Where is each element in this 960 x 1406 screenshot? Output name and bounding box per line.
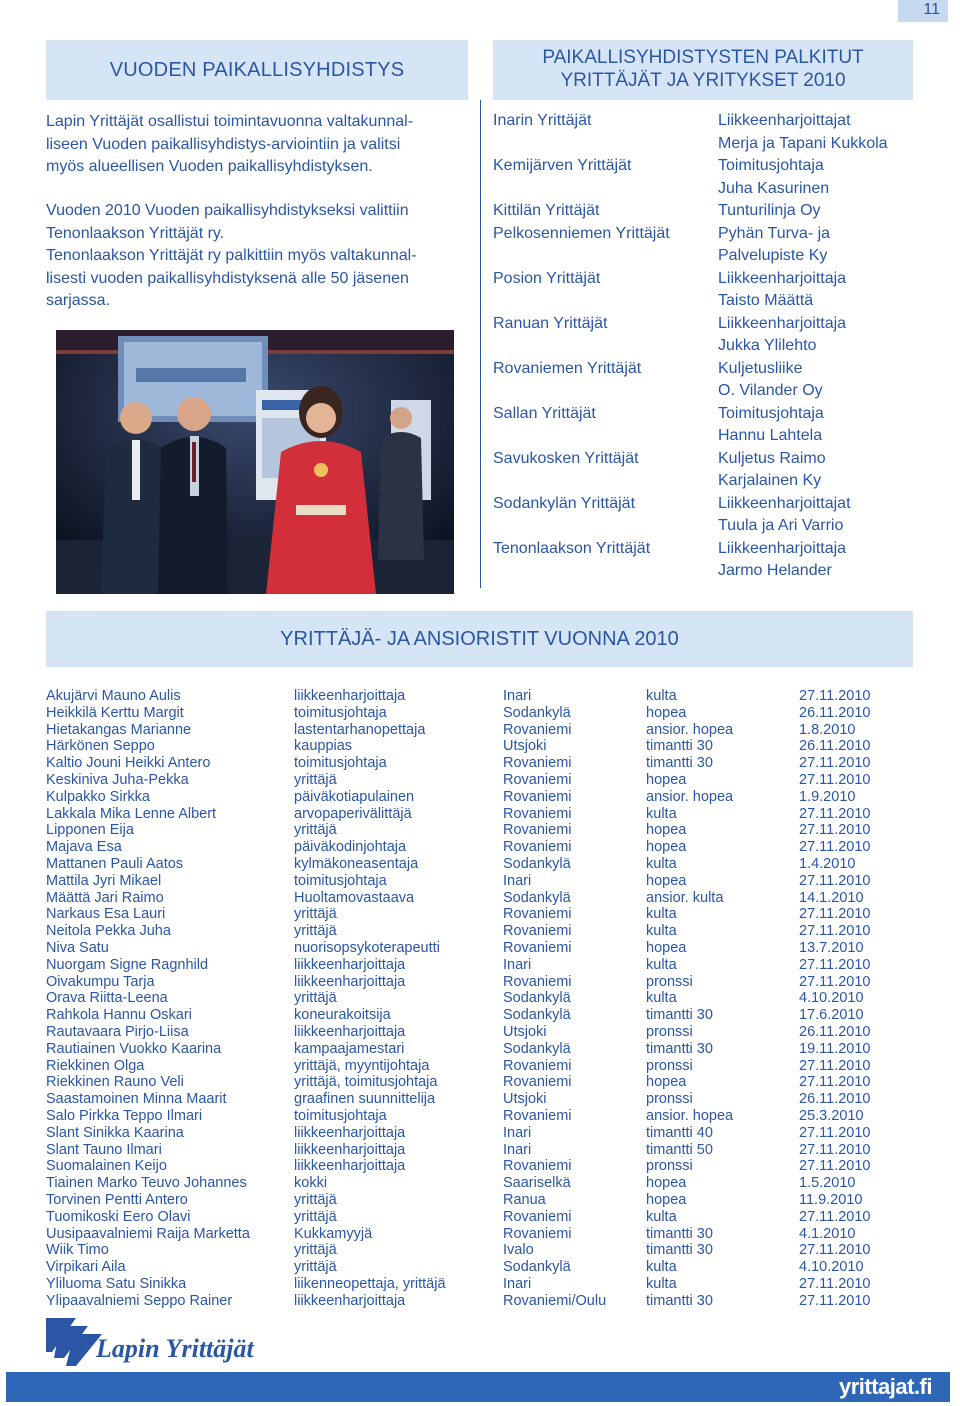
- footer-bar: [6, 1372, 950, 1402]
- awardee-city: Rovaniemi: [503, 906, 572, 923]
- awardee-date: 27.11.2010: [799, 1292, 871, 1309]
- intro-line: lisesti vuoden paikallisyhdistyksenä alle 50 jäsenen: [46, 269, 409, 287]
- awardee-date: 27.11.2010: [799, 805, 871, 822]
- awardee-name: Wiik Timo: [46, 1242, 109, 1259]
- awardee-city: Rovaniemi/Oulu: [503, 1292, 607, 1309]
- awardee-date: 19.11.2010: [799, 1040, 871, 1057]
- awardee-name: Heikkilä Kerttu Margit: [46, 704, 184, 721]
- awardee-name: Mattanen Pauli Aatos: [46, 855, 184, 872]
- awardee-date: 4.1.2010: [799, 1225, 856, 1242]
- awardee-city: Rovaniemi: [503, 973, 572, 990]
- awardee-city-column: [503, 688, 643, 1309]
- awardee-name: Orava Riitta-Leena: [46, 990, 168, 1007]
- intro-line: Tenonlaakson Yrittäjät ry palkittiin myös valtakunnal-: [46, 247, 417, 264]
- winner-name: Liikkeenharjoittaja: [718, 269, 847, 287]
- awardee-name: Slant Tauno Ilmari: [46, 1141, 162, 1158]
- award-ceremony-photo: [56, 330, 454, 594]
- awardee-city: Rovaniemi: [503, 839, 572, 856]
- awardee-title: liikkeenharjoittaja: [294, 688, 406, 704]
- section-title-paikallisyhdistys: [46, 40, 468, 100]
- awardee-award: kulta: [646, 1208, 677, 1225]
- awardee-name: Saastamoinen Minna Maarit: [46, 1091, 227, 1108]
- awardee-city: Rovaniemi: [503, 1057, 572, 1074]
- association-name: Kemijärven Yrittäjät: [493, 157, 632, 174]
- awardee-title: liikkeenharjoittaja: [294, 973, 406, 990]
- awardee-name: Tiainen Marko Teuvo Johannes: [46, 1175, 247, 1192]
- awardee-title: yrittäjä: [294, 1191, 337, 1208]
- awardee-title: yrittäjä: [294, 1242, 337, 1259]
- awardee-title: nuorisopsykoterapeutti: [294, 939, 440, 956]
- intro-line: sarjassa.: [46, 292, 111, 309]
- awardee-name: Torvinen Pentti Antero: [46, 1191, 188, 1208]
- awardee-date: 26.11.2010: [799, 704, 871, 721]
- awardee-name: Kulpakko Sirkka: [46, 788, 150, 805]
- awardee-title: toimitusjohtaja: [294, 872, 387, 889]
- awardee-city: Sodankylä: [503, 1259, 571, 1276]
- awardee-date: 27.11.2010: [799, 839, 871, 856]
- awardee-name: Ylipaavalniemi Seppo Rainer: [46, 1292, 233, 1309]
- awardee-title: toimitusjohtaja: [294, 755, 387, 772]
- awardee-city: Inari: [503, 956, 532, 973]
- association-name: [493, 425, 708, 448]
- page-number: 11: [898, 0, 948, 22]
- awardee-date: 27.11.2010: [799, 755, 871, 772]
- association-name: [493, 335, 708, 358]
- awardee-date: 27.11.2010: [799, 688, 871, 704]
- awardee-city: Inari: [503, 1141, 532, 1158]
- awardee-award: kulta: [646, 805, 677, 822]
- awardee-title: yrittäjä: [294, 771, 337, 788]
- winner-name: Liikkeenharjoittajat: [718, 494, 851, 512]
- winner-name: Hannu Lahtela: [718, 427, 823, 444]
- awardee-award: ansior. hopea: [646, 721, 734, 738]
- awardee-city: Sodankylä: [503, 889, 571, 906]
- awardee-city: Sodankylä: [503, 704, 571, 721]
- awardee-date: 27.11.2010: [799, 973, 871, 990]
- awardee-title: yrittäjä: [294, 822, 337, 839]
- awardee-city: Inari: [503, 1275, 532, 1292]
- awardee-name: Tuomikoski Eero Olavi: [46, 1208, 191, 1225]
- association-name: Sodankylän Yrittäjät: [493, 494, 636, 512]
- awardee-title: yrittäjä, toimitusjohtaja: [294, 1074, 438, 1091]
- awardee-city: Rovaniemi: [503, 755, 572, 772]
- association-name: [493, 560, 708, 583]
- awardee-title: koneurakoitsija: [294, 1007, 391, 1024]
- awardee-name: Narkaus Esa Lauri: [46, 906, 166, 923]
- awardee-title: lastentarhanopettaja: [294, 721, 426, 738]
- awardee-city: Saariselkä: [503, 1175, 571, 1192]
- awardee-name: Keskiniva Juha-Pekka: [46, 771, 189, 788]
- awardee-city: Inari: [503, 688, 532, 704]
- awardee-title: yrittäjä: [294, 923, 337, 940]
- association-name: Kittilän Yrittäjät: [493, 202, 600, 219]
- section-title-palkitut: [493, 40, 913, 100]
- awardee-city: Utsjoki: [503, 1023, 547, 1040]
- awardee-city: Utsjoki: [503, 1091, 547, 1108]
- awardee-award: kulta: [646, 855, 677, 872]
- association-name: Rovaniemen Yrittäjät: [493, 359, 642, 377]
- awardee-award: hopea: [646, 939, 687, 956]
- awardee-name: Suomalainen Keijo: [46, 1158, 167, 1175]
- intro-line: Lapin Yrittäjät osallistui toimintavuonna valtakunnal-: [46, 113, 414, 130]
- awardee-award: kulta: [646, 990, 677, 1007]
- awardee-award: timantti 50: [646, 1141, 713, 1158]
- awardee-date: 1.8.2010: [799, 721, 856, 738]
- awardee-title: yrittäjä: [294, 906, 337, 923]
- winner-name: Juha Kasurinen: [718, 179, 830, 197]
- winner-name: Jukka Ylilehto: [718, 337, 817, 354]
- awardee-name: Lakkala Mika Lenne Albert: [46, 805, 217, 822]
- awardee-award: pronssi: [646, 1091, 693, 1108]
- awardee-award: pronssi: [646, 973, 693, 990]
- awardee-city: Rovaniemi: [503, 1225, 572, 1242]
- awardee-name: Rautavaara Pirjo-Liisa: [46, 1023, 189, 1040]
- awardee-city: Ivalo: [503, 1242, 534, 1259]
- awardee-date: 27.11.2010: [799, 872, 871, 889]
- awardee-name: Nuorgam Signe Ragnhild: [46, 956, 209, 973]
- association-name: [493, 515, 708, 538]
- awardee-award: hopea: [646, 1175, 687, 1192]
- awardee-date: 4.10.2010: [799, 1259, 864, 1276]
- awardee-date: 27.11.2010: [799, 822, 871, 839]
- intro-line: Vuoden 2010 Vuoden paikallisyhdistykseksi valittiin: [46, 202, 409, 219]
- awardee-title: liikkeenharjoittaja: [294, 956, 406, 973]
- awardee-city: Sodankylä: [503, 855, 571, 872]
- awardee-name-column: [46, 688, 291, 1309]
- awardee-title: Kukkamyyjä: [294, 1225, 373, 1242]
- awardee-title-column: [294, 688, 499, 1309]
- awardee-date-column: [799, 688, 899, 1309]
- awardee-date: 27.11.2010: [799, 923, 871, 940]
- winner-list: [718, 110, 918, 583]
- awardee-title: yrittäjä: [294, 1208, 337, 1225]
- section-title-text: YRITTÄJÄ- JA ANSIORISTIT VUONNA 2010: [280, 628, 679, 650]
- awardee-city: Utsjoki: [503, 738, 547, 755]
- awardee-name: Niva Satu: [46, 939, 109, 956]
- awardee-award-column: [646, 688, 796, 1309]
- winner-name: Pyhän Turva- ja: [718, 224, 831, 242]
- association-name: Inarin Yrittäjät: [493, 112, 592, 129]
- awardee-award: hopea: [646, 872, 687, 889]
- awardee-title: yrittäjä: [294, 990, 337, 1007]
- awardee-city: Sodankylä: [503, 1040, 571, 1057]
- awardee-date: 26.11.2010: [799, 738, 871, 755]
- awardee-title: päiväkodinjohtaja: [294, 839, 407, 856]
- awardee-title: kauppias: [294, 738, 353, 755]
- association-name: Ranuan Yrittäjät: [493, 314, 608, 332]
- intro-line: liseen Vuoden paikallisyhdistys-arviointiin ja valitsi: [46, 135, 401, 153]
- awardee-city: Rovaniemi: [503, 1074, 572, 1091]
- awardee-city: Rovaniemi: [503, 822, 572, 839]
- winner-name: Tuula ja Ari Varrio: [718, 517, 844, 534]
- winner-name: Karjalainen Ky: [718, 472, 822, 489]
- awardee-date: 27.11.2010: [799, 1141, 871, 1158]
- awardee-name: Oivakumpu Tarja: [46, 973, 155, 990]
- awardee-award: pronssi: [646, 1023, 693, 1040]
- awardee-name: Majava Esa: [46, 839, 122, 856]
- association-name: [493, 245, 708, 268]
- column-divider: [480, 100, 481, 588]
- awardee-award: hopea: [646, 704, 687, 721]
- awardee-award: pronssi: [646, 1158, 693, 1175]
- awardee-date: 1.5.2010: [799, 1175, 856, 1192]
- awardee-name: Hietakangas Marianne: [46, 721, 192, 738]
- association-name: Savukosken Yrittäjät: [493, 449, 639, 467]
- awardee-date: 1.9.2010: [799, 788, 856, 805]
- section-title-line: PAIKALLISYHDISTYSTEN PALKITUT: [542, 47, 864, 68]
- winner-name: Merja ja Tapani Kukkola: [718, 134, 888, 152]
- awardee-title: liikkeenharjoittaja: [294, 1141, 406, 1158]
- awardee-name: Virpikari Aila: [46, 1259, 126, 1276]
- awardee-award: kulta: [646, 1275, 677, 1292]
- awardee-title: liikkeenharjoittaja: [294, 1023, 406, 1040]
- association-name: [493, 290, 708, 313]
- awardee-award: pronssi: [646, 1057, 693, 1074]
- association-name: Posion Yrittäjät: [493, 269, 601, 287]
- awardee-name: Määttä Jari Raimo: [46, 889, 164, 906]
- awardee-city: Sodankylä: [503, 990, 571, 1007]
- awardee-title: kampaajamestari: [294, 1040, 405, 1057]
- awardee-title: liikkeenharjoittaja: [294, 1124, 406, 1141]
- intro-paragraph-1: [46, 111, 476, 179]
- awardee-name: Akujärvi Mauno Aulis: [46, 688, 181, 704]
- awardee-date: 27.11.2010: [799, 1242, 871, 1259]
- awardee-city: Rovaniemi: [503, 939, 572, 956]
- association-list: [493, 110, 708, 583]
- awardee-title: yrittäjä, myyntijohtaja: [294, 1057, 430, 1074]
- awardee-award: kulta: [646, 923, 677, 940]
- awardee-award: hopea: [646, 839, 687, 856]
- awardee-title: toimitusjohtaja: [294, 704, 387, 721]
- awardee-name: Salo Pirkka Teppo Ilmari: [46, 1107, 203, 1124]
- awardee-title: päiväkotiapulainen: [294, 788, 415, 805]
- winner-name: Kuljetus Raimo: [718, 449, 826, 467]
- awardee-award: kulta: [646, 1259, 677, 1276]
- winner-name: Toimitusjohtaja: [718, 404, 824, 422]
- awardee-award: timantti 30: [646, 1292, 713, 1309]
- awardee-title: graafinen suunnittelija: [294, 1091, 436, 1108]
- logo-text: Lapin Yrittäjät: [96, 1334, 254, 1363]
- awardee-title: kokki: [294, 1175, 328, 1192]
- association-name: [493, 133, 708, 156]
- awardee-name: Riekkinen Rauno Veli: [46, 1074, 184, 1091]
- awardee-title: liikkeenharjoittaja: [294, 1158, 406, 1175]
- winner-name: Taisto Määttä: [718, 292, 814, 309]
- awardee-award: timantti 30: [646, 1225, 713, 1242]
- winner-name: Liikkeenharjoittajat: [718, 112, 851, 129]
- association-name: Pelkosenniemen Yrittäjät: [493, 224, 670, 242]
- winner-name: Toimitusjohtaja: [718, 157, 824, 174]
- section-title-ansioristit: [46, 611, 913, 667]
- awardee-date: 27.11.2010: [799, 771, 871, 788]
- awardee-date: 27.11.2010: [799, 1208, 871, 1225]
- awardee-award: hopea: [646, 1191, 687, 1208]
- awardee-award: ansior. hopea: [646, 1107, 734, 1124]
- awardee-date: 17.6.2010: [799, 1007, 864, 1024]
- awardee-date: 1.4.2010: [799, 855, 856, 872]
- awardee-award: timantti 40: [646, 1124, 713, 1141]
- awardee-title: liikenneopettaja, yrittäjä: [294, 1275, 446, 1292]
- awardee-award: timantti 30: [646, 738, 713, 755]
- awardee-title: yrittäjä: [294, 1259, 337, 1276]
- awardee-name: Mattila Jyri Mikael: [46, 872, 162, 889]
- awardee-name: Kaltio Jouni Heikki Antero: [46, 755, 211, 772]
- winner-name: Liikkeenharjoittaja: [718, 539, 847, 557]
- awardee-name: Slant Sinikka Kaarina: [46, 1124, 184, 1141]
- awardee-name: Uusipaavalniemi Raija Marketta: [46, 1225, 250, 1242]
- winner-name: Kuljetusliike: [718, 359, 803, 377]
- section-title-text: VUODEN PAIKALLISYHDISTYS: [109, 59, 405, 81]
- winner-name: Liikkeenharjoittaja: [718, 314, 847, 332]
- awardee-award: kulta: [646, 906, 677, 923]
- awardee-award: hopea: [646, 771, 687, 788]
- awardee-city: Rovaniemi: [503, 1107, 572, 1124]
- awardee-award: timantti 30: [646, 755, 713, 772]
- awardee-title: arvopaperivälittäjä: [294, 805, 412, 822]
- awardee-city: Ranua: [503, 1191, 546, 1208]
- awardee-name: Neitola Pekka Juha: [46, 923, 171, 940]
- awardee-city: Rovaniemi: [503, 923, 572, 940]
- awardee-name: Riekkinen Olga: [46, 1057, 145, 1074]
- awardee-date: 27.11.2010: [799, 906, 871, 923]
- lapin-yrittajat-logo: [46, 1318, 271, 1368]
- awardee-city: Rovaniemi: [503, 1208, 572, 1225]
- awardee-city: Rovaniemi: [503, 788, 572, 805]
- awardee-title: toimitusjohtaja: [294, 1107, 387, 1124]
- awardee-name: Lipponen Eija: [46, 822, 134, 839]
- awardee-title: Huoltamovastaava: [294, 889, 415, 906]
- intro-line: myös alueellisen Vuoden paikallisyhdistyksen.: [46, 158, 373, 175]
- awardee-date: 26.11.2010: [799, 1023, 871, 1040]
- awardee-name: Yliluoma Satu Sinikka: [46, 1275, 187, 1292]
- winner-name: Tunturilinja Oy: [718, 202, 821, 219]
- association-name: Tenonlaakson Yrittäjät: [493, 539, 651, 557]
- intro-line: Tenonlaakson Yrittäjät ry.: [46, 224, 225, 242]
- awardee-name: Rautiainen Vuokko Kaarina: [46, 1040, 222, 1057]
- awardee-title: liikkeenharjoittaja: [294, 1292, 406, 1309]
- association-name: [493, 380, 708, 403]
- awardee-city: Sodankylä: [503, 1007, 571, 1024]
- awardee-date: 27.11.2010: [799, 1124, 871, 1141]
- site-logo-text: yrittajat.fi: [838, 1374, 932, 1399]
- awardee-award: ansior. hopea: [646, 788, 734, 805]
- association-name: [493, 178, 708, 201]
- awardee-name: Härkönen Seppo: [46, 738, 155, 755]
- awardee-city: Rovaniemi: [503, 1158, 572, 1175]
- awardee-date: 13.7.2010: [799, 939, 864, 956]
- winner-name: O. Vilander Oy: [718, 382, 823, 399]
- awardee-date: 11.9.2010: [799, 1191, 863, 1208]
- awardee-award: kulta: [646, 956, 677, 973]
- photo-illustration: [56, 330, 454, 594]
- awardee-date: 27.11.2010: [799, 1158, 871, 1175]
- awardee-award: timantti 30: [646, 1242, 713, 1259]
- awardee-award: ansior. kulta: [646, 889, 724, 906]
- intro-paragraph-2: [46, 200, 476, 313]
- awardee-city: Rovaniemi: [503, 805, 572, 822]
- awardee-award: timantti 30: [646, 1007, 713, 1024]
- awardee-date: 14.1.2010: [799, 889, 864, 906]
- awardee-date: 27.11.2010: [799, 956, 871, 973]
- association-name: [493, 470, 708, 493]
- awardee-city: Rovaniemi: [503, 771, 572, 788]
- winner-name: Jarmo Helander: [718, 562, 832, 579]
- awardee-city: Inari: [503, 872, 532, 889]
- awardee-title: kylmäkoneasentaja: [294, 855, 419, 872]
- association-name: Sallan Yrittäjät: [493, 404, 596, 422]
- awardee-award: timantti 30: [646, 1040, 713, 1057]
- winner-name: Palvelupiste Ky: [718, 247, 828, 264]
- awardee-date: 27.11.2010: [799, 1074, 871, 1091]
- awardee-date: 25.3.2010: [799, 1107, 864, 1124]
- awardee-city: Rovaniemi: [503, 721, 572, 738]
- awardee-award: kulta: [646, 688, 677, 704]
- awardee-date: 4.10.2010: [799, 990, 864, 1007]
- awardee-award: hopea: [646, 1074, 687, 1091]
- awardee-date: 27.11.2010: [799, 1057, 871, 1074]
- awardee-award: hopea: [646, 822, 687, 839]
- awardee-city: Inari: [503, 1124, 532, 1141]
- awardee-date: 27.11.2010: [799, 1275, 871, 1292]
- section-title-line: YRITTÄJÄT JA YRITYKSET 2010: [560, 70, 846, 91]
- awardee-date: 26.11.2010: [799, 1091, 871, 1108]
- awardee-name: Rahkola Hannu Oskari: [46, 1007, 192, 1024]
